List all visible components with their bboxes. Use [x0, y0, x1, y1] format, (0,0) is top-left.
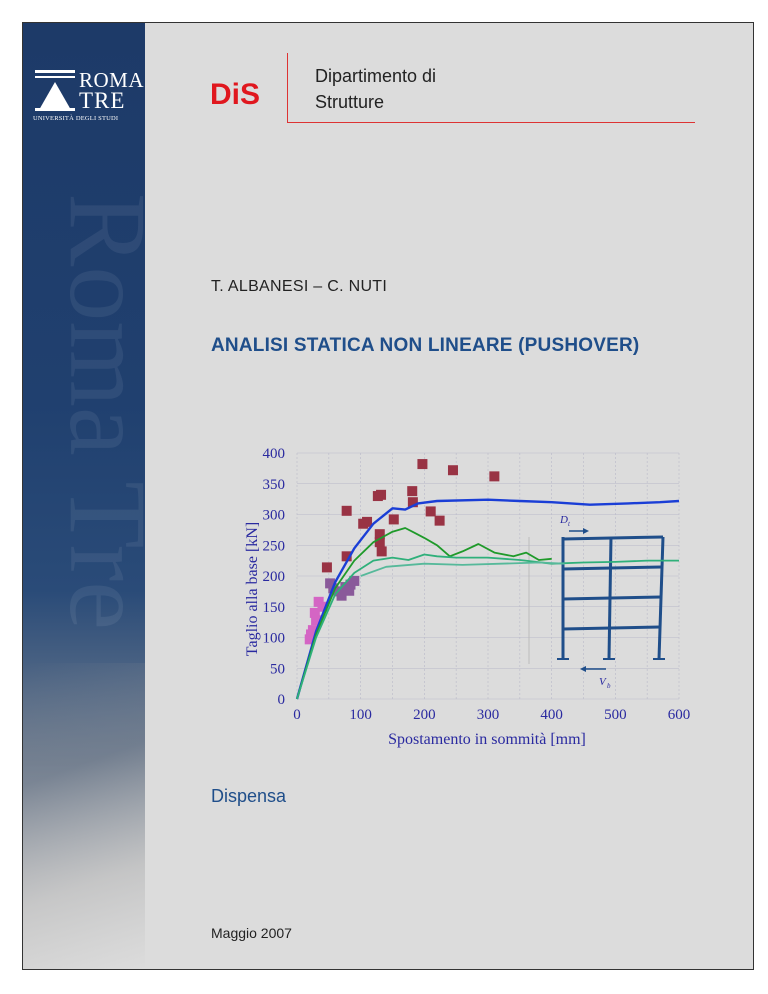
sidebar-stone-texture [23, 663, 145, 969]
y-tick-label: 350 [262, 476, 285, 493]
pushover-chart [211, 419, 711, 759]
x-axis-label: Spostamento in sommità [mm] [388, 731, 586, 748]
logo-emblem-icon [33, 68, 77, 112]
y-tick-label: 100 [262, 630, 285, 647]
inset-label-b: b [607, 682, 611, 690]
x-tick-label: 600 [667, 707, 691, 723]
document-title: ANALISI STATICA NON LINEARE (PUSHOVER) [211, 335, 640, 356]
y-tick-label: 50 [270, 661, 285, 678]
scatter-point-dark [426, 506, 436, 516]
inset-label-d: D [560, 514, 568, 526]
department-line-2: Strutture [315, 92, 385, 112]
scatter-point-dark [417, 459, 427, 469]
scatter-point-dark [389, 514, 399, 524]
inset-label-v: V [599, 676, 606, 688]
document-page [22, 22, 754, 970]
scatter-point-dark [358, 519, 368, 529]
university-logo [33, 68, 145, 128]
logo-roma: ROMA [79, 68, 145, 92]
chart-scatter [305, 459, 500, 644]
y-tick-label: 250 [262, 538, 285, 555]
scatter-point-dark [322, 562, 332, 572]
inset-beam-1 [563, 537, 663, 539]
scatter-point-dark [342, 506, 352, 516]
frame-inset-diagram [529, 514, 665, 690]
x-tick-label: 300 [476, 707, 500, 723]
scatter-point-dark [377, 546, 387, 556]
x-tick-label: 0 [293, 707, 301, 723]
x-tick-label: 200 [413, 707, 436, 723]
y-tick-label: 0 [277, 692, 285, 708]
y-tick-label: 400 [262, 446, 285, 462]
scatter-point-dark [435, 516, 445, 526]
department-line-1: Dipartimento di [315, 66, 437, 86]
header-divider-horizontal [287, 122, 695, 123]
inset-beam-4 [563, 627, 660, 629]
sidebar-band [23, 23, 169, 969]
inset-beam-2 [563, 567, 661, 569]
inset-label-t: t [568, 520, 570, 528]
dis-logo: DiS [210, 78, 261, 111]
logo-university: UNIVERSITÀ DEGLI STUDI [33, 115, 119, 122]
x-tick-label: 500 [604, 707, 627, 723]
scatter-point-dark [448, 465, 458, 475]
authors: T. ALBANESI – C. NUTI [211, 278, 388, 295]
scatter-point-dark [407, 486, 417, 496]
y-tick-label: 150 [262, 599, 285, 616]
department-name [315, 63, 515, 115]
y-tick-label: 300 [262, 507, 285, 524]
y-tick-label: 200 [262, 569, 285, 585]
document-type: Dispensa [211, 786, 287, 806]
logo-tre: TRE [79, 88, 126, 113]
scatter-point-dark [373, 491, 383, 501]
x-tick-label: 400 [540, 707, 563, 723]
inset-beam-3 [563, 597, 661, 599]
y-axis-label: Taglio alla base [kN] [244, 521, 261, 657]
x-tick-label: 100 [349, 707, 372, 723]
scatter-point-mid [344, 586, 354, 596]
publication-date: Maggio 2007 [211, 925, 292, 941]
sidebar-watermark: Roma Tre [47, 193, 169, 631]
header-divider-vertical [287, 53, 288, 123]
scatter-point-dark [489, 471, 499, 481]
scatter-point-light [310, 608, 320, 618]
series-line-4 [361, 563, 565, 577]
